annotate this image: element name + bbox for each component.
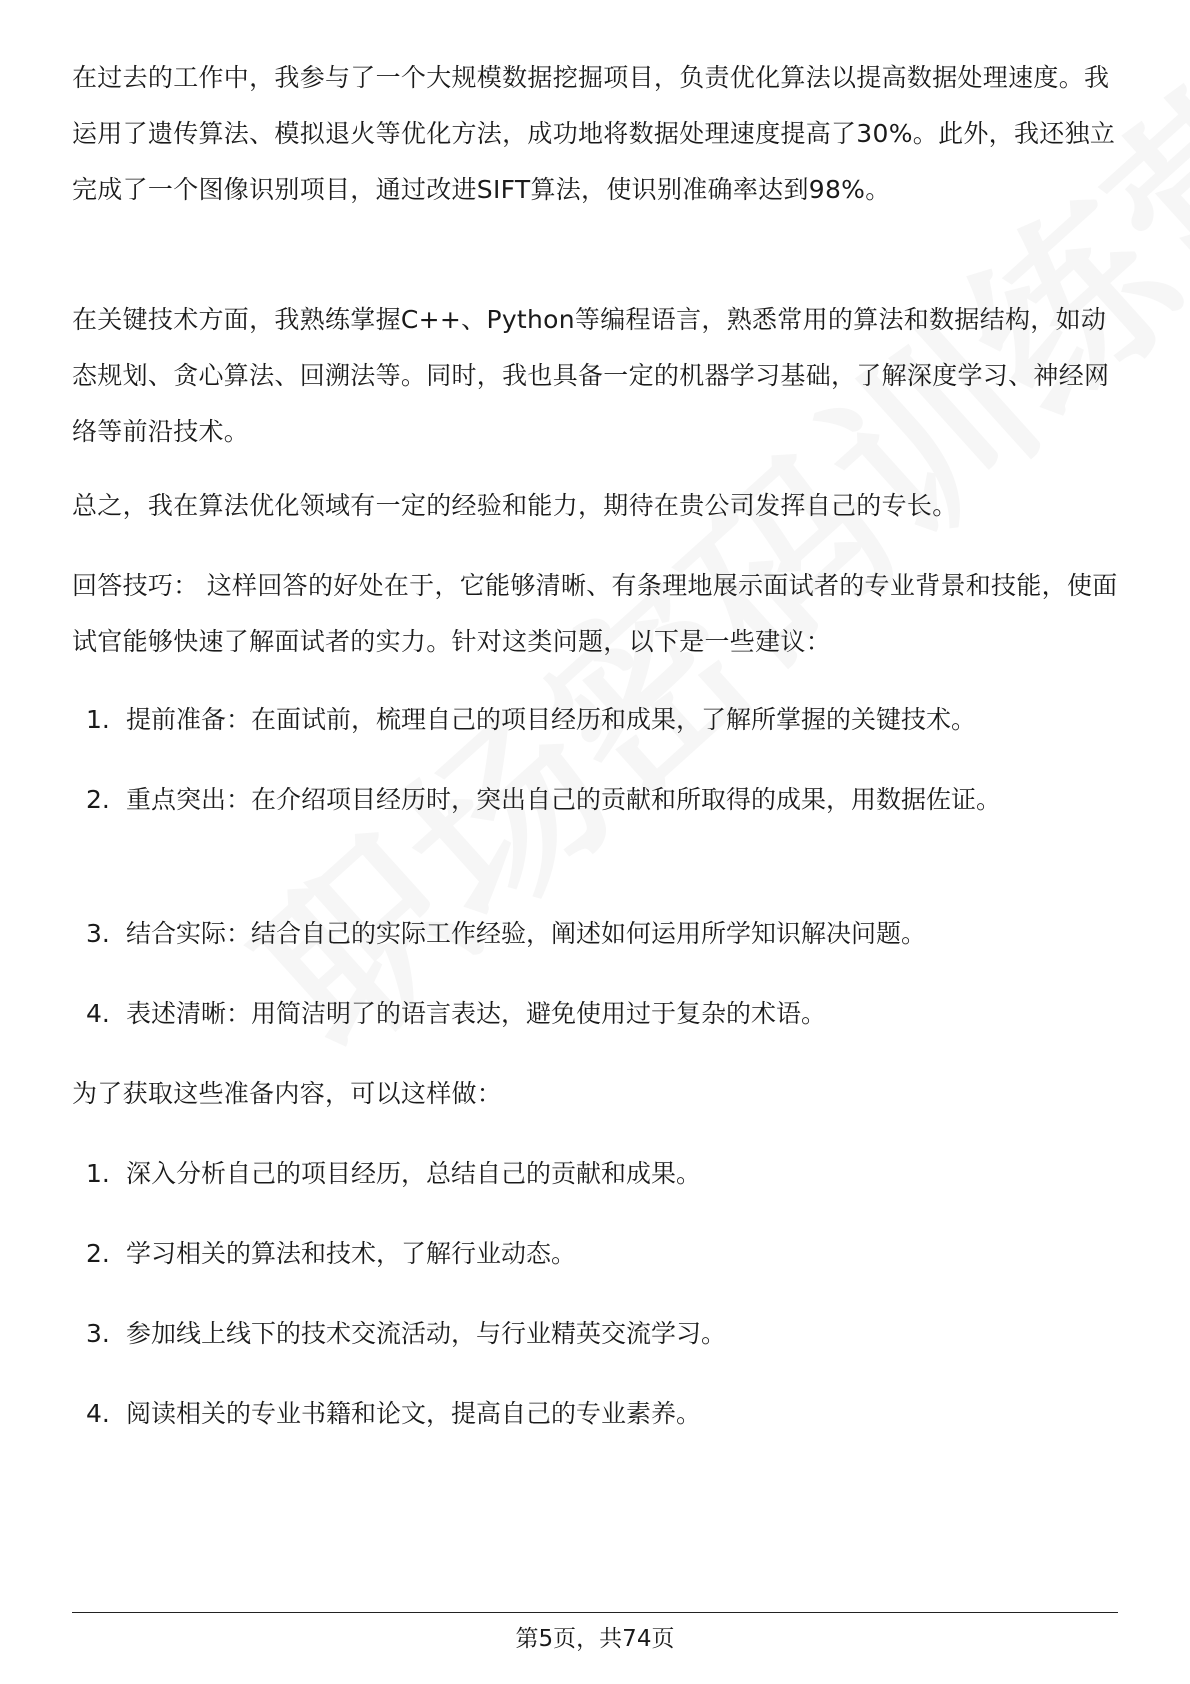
footer-divider: [72, 1612, 1118, 1613]
list-number: 1.: [86, 705, 110, 734]
list-number: 2.: [86, 785, 110, 814]
list-text: 结合实际：结合自己的实际工作经验，阐述如何运用所学知识解决问题。: [126, 919, 927, 948]
list-text: 学习相关的算法和技术，了解行业动态。: [126, 1239, 577, 1268]
list-item: [86, 986, 1116, 1042]
paragraph-summary: 总之，我在算法优化领域有一定的经验和能力，期待在贵公司发挥自己的专长。: [72, 491, 958, 520]
list-item: [86, 1226, 1116, 1282]
paragraph-key-skills: 在关键技术方面，我熟练掌握C++、Python等编程语言，熟悉常用的算法和数据结构，如动态规划、贪心算法、回溯法等。同时，我也具备一定的机器学习基础，了解深度学习、神经网络等前沿技术。: [72, 305, 1110, 446]
list-text: 提前准备：在面试前，梳理自己的项目经历和成果，了解所掌握的关键技术。: [126, 705, 977, 734]
page-number: 第5页，共74页: [515, 1626, 675, 1652]
list-number: 3.: [86, 1319, 110, 1348]
list-number: 1.: [86, 1159, 110, 1188]
list-text: 阅读相关的专业书籍和论文，提高自己的专业素养。: [126, 1399, 702, 1428]
list-text: 深入分析自己的项目经历，总结自己的贡献和成果。: [126, 1159, 702, 1188]
list-item: [86, 772, 1116, 828]
list-item: [86, 1386, 1116, 1442]
list-item: [86, 1146, 1116, 1202]
list-text: 参加线上线下的技术交流活动，与行业精英交流学习。: [126, 1319, 727, 1348]
list-number: 4.: [86, 1399, 110, 1428]
list-text: 表述清晰：用简洁明了的语言表达，避免使用过于复杂的术语。: [126, 999, 827, 1028]
list-number: 3.: [86, 919, 110, 948]
list-item: [86, 1306, 1116, 1362]
paragraph-answer-tips: 回答技巧： 这样回答的好处在于，它能够清晰、有条理地展示面试者的专业背景和技能，使面试官能够快速了解面试者的实力。针对这类问题，以下是一些建议：: [72, 571, 1118, 656]
paragraph-prep-intro: 为了获取这些准备内容，可以这样做：: [72, 1079, 503, 1108]
list-number: 2.: [86, 1239, 110, 1268]
paragraph-project-experience: 在过去的工作中，我参与了一个大规模数据挖掘项目，负责优化算法以提高数据处理速度。我运用了遗传算法、模拟退火等优化方法，成功地将数据处理速度提高了30%。此外，我还独立完成了一个图像识别项目，通过改进SIFT算法，使识别准确率达到98%。: [72, 63, 1116, 204]
list-text: 重点突出：在介绍项目经历时，突出自己的贡献和所取得的成果，用数据佐证。: [126, 785, 1002, 814]
list-item: [86, 692, 1116, 748]
list-number: 4.: [86, 999, 110, 1028]
list-item: [86, 906, 1116, 962]
